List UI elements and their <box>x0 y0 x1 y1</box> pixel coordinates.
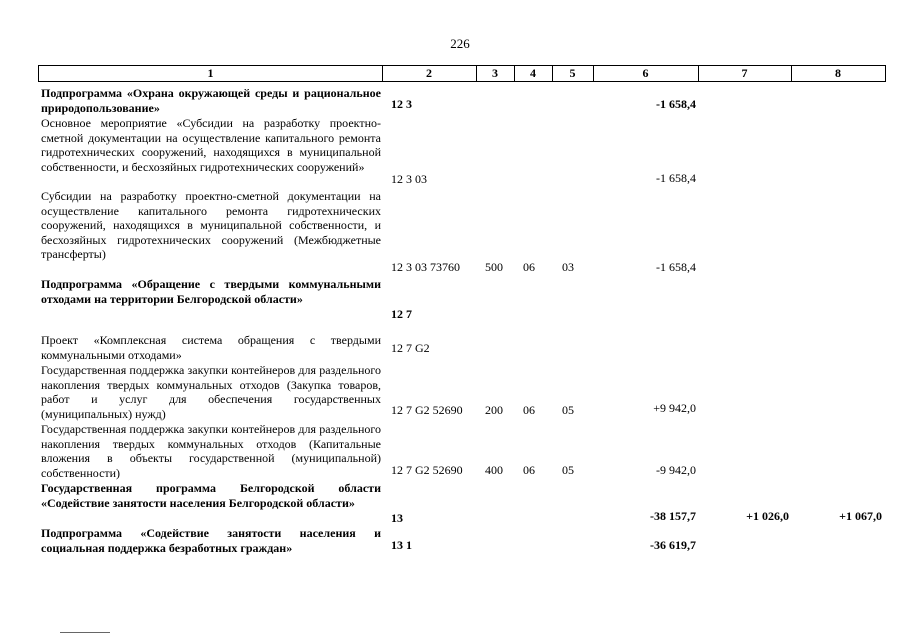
row-description: Подпрограмма «Охрана окружающей среды и рациональное природопользование» <box>41 86 381 115</box>
row-vr: 200 <box>485 403 503 417</box>
row-description: Проект «Комплексная система обращения с твердыми коммунальными отходами» <box>41 333 381 362</box>
header-col-2: 2 <box>426 66 432 80</box>
row-code: 13 1 <box>391 538 412 552</box>
row-sum-col8: +1 067,0 <box>839 509 882 523</box>
row-description: Государственная поддержка закупки контейнеров для раздельного накопления твердых коммунальных отходов (Капитальные вложения в объекты государственной (муниципальной) собственности) <box>41 422 381 480</box>
footer-rule <box>60 632 110 633</box>
header-col-5: 5 <box>569 66 576 80</box>
row-code: 12 7 G2 <box>391 341 430 355</box>
row-sum-col6: -1 658,4 <box>656 171 696 185</box>
row-code: 12 3 03 73760 <box>391 260 460 274</box>
header-col-3: 3 <box>492 66 498 80</box>
budget-table <box>38 65 886 555</box>
header-col-8: 8 <box>835 66 841 80</box>
row-code: 12 7 <box>391 307 412 321</box>
row-code: 12 7 G2 52690 <box>391 403 463 417</box>
row-sum-col6: -1 658,4 <box>656 260 696 274</box>
header-col-4: 4 <box>530 66 536 80</box>
row-sum-col6: -36 619,7 <box>650 538 696 552</box>
row-sum-col6: -1 658,4 <box>656 97 696 111</box>
row-description: Субсидии на разработку проектно-сметной документации на осуществление капитального ремонта гидротехнических сооружений, находящихся в муниципальной собственности, и бесхозяйных гидротехнических сооружений (Межбюджетные трансферты) <box>41 189 381 262</box>
row-pr: 05 <box>562 403 574 417</box>
row-vr: 500 <box>485 260 503 274</box>
row-pr: 05 <box>562 463 574 477</box>
row-description: Государственная поддержка закупки контейнеров для раздельного накопления твердых коммунальных отходов (Закупка товаров, работ и услуг для обеспечения государственных (муниципальных) нужд) <box>41 363 381 421</box>
table-header-row <box>38 65 886 82</box>
row-description: Основное мероприятие «Субсидии на разработку проектно-сметной документации на осуществление капитального ремонта гидротехнических сооружений, находящихся в муниципальной собственности, и бесхозяйных гидротехнических сооружений» <box>41 116 381 174</box>
header-col-7: 7 <box>741 66 748 80</box>
page-number: 226 <box>450 36 470 51</box>
row-code: 12 3 <box>391 97 412 111</box>
header-col-6: 6 <box>642 66 649 80</box>
row-description: Государственная программа Белгородской области «Содействие занятости населения Белгородской области» <box>41 481 381 510</box>
row-sum-col6: -38 157,7 <box>650 509 696 523</box>
row-vr: 400 <box>485 463 503 477</box>
row-rz: 06 <box>523 403 535 417</box>
row-sum-col6: -9 942,0 <box>656 463 696 477</box>
header-col-1: 1 <box>207 66 214 80</box>
row-description: Подпрограмма «Обращение с твердыми коммунальными отходами на территории Белгородской области» <box>41 277 381 306</box>
row-sum-col6: +9 942,0 <box>653 401 696 415</box>
row-code: 12 3 03 <box>391 172 427 186</box>
row-code: 13 <box>391 511 403 525</box>
row-code: 12 7 G2 52690 <box>391 463 463 477</box>
row-sum-col7: +1 026,0 <box>746 509 789 523</box>
row-rz: 06 <box>523 463 535 477</box>
row-rz: 06 <box>523 260 535 274</box>
row-pr: 03 <box>562 260 574 274</box>
row-description: Подпрограмма «Содействие занятости населения и социальная поддержка безработных граждан» <box>41 526 381 555</box>
